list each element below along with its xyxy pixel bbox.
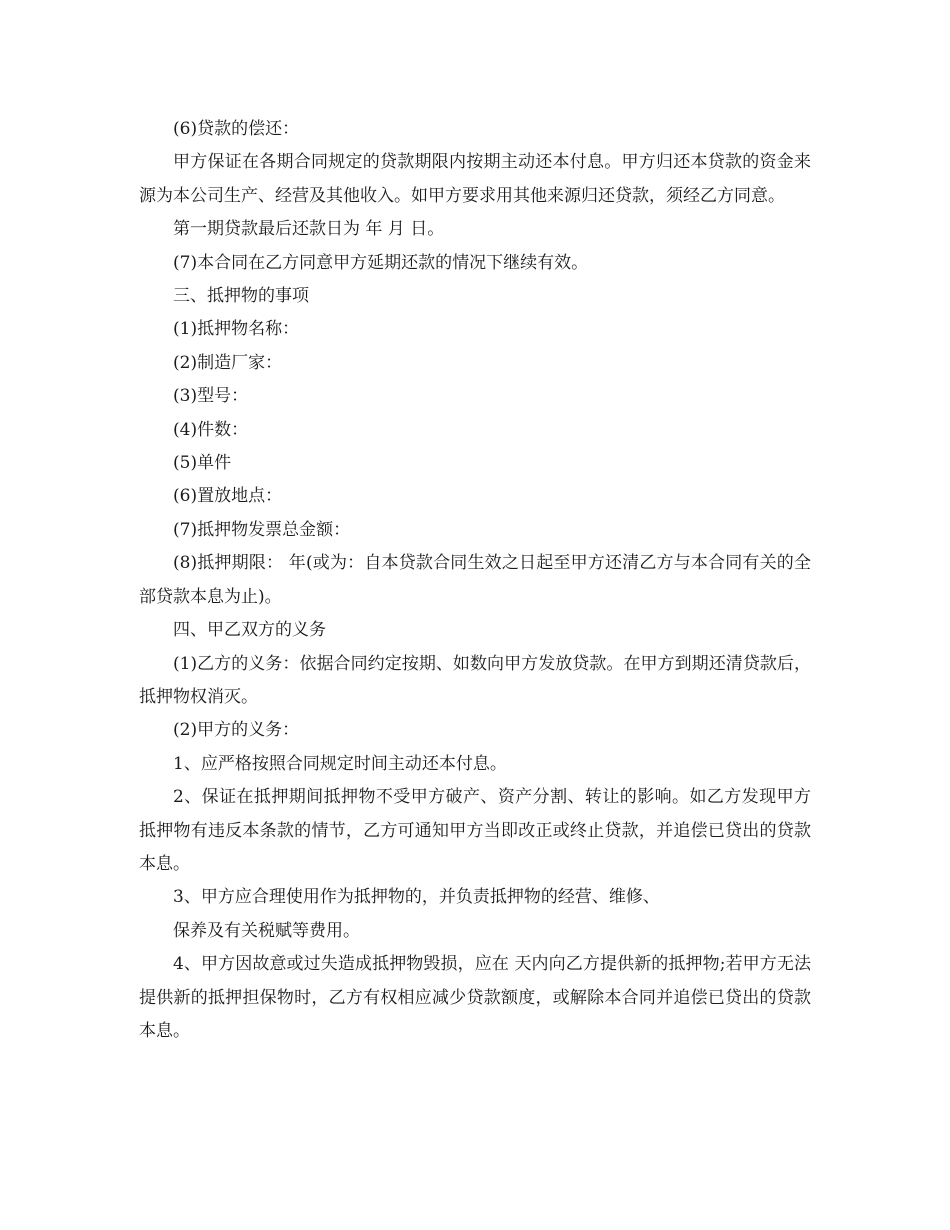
collateral-quantity: (4)件数： — [173, 419, 249, 440]
collateral-manufacturer: (2)制造厂家： — [173, 352, 283, 373]
paragraph-repayment-guarantee: 甲方保证在各期合同规定的贷款期限内按期主动还本付息。甲方归还本贷款的资金来源为本公司生产、经营及其他收入。如甲方要求用其他来源归还贷款，须经乙方同意。 — [139, 152, 811, 206]
obligation-party-a-heading: (2)甲方的义务： — [173, 720, 300, 741]
collateral-term: (8)抵押期限： 年(或为：自本贷款合同生效之日起至甲方还清乙方与本合同有关的全部贷款本息为止)。 — [139, 553, 811, 607]
collateral-location: (6)置放地点： — [173, 486, 283, 507]
paragraph-repayment-heading: (6)贷款的偿还： — [173, 119, 300, 139]
section-heading-obligations: 四、甲乙双方的义务 — [173, 620, 326, 641]
obligation-item-4: 4、甲方因故意或过失造成抵押物毁损，应在 天内向乙方提供新的抵押物;若甲方无法提供新的抵押担保物时，乙方有权相应减少贷款额度，或解除本合同并追偿已贷出的贷款本息。 — [139, 954, 811, 1041]
document-page — [139, 113, 811, 1048]
obligation-item-2: 2、保证在抵押期间抵押物不受甲方破产、资产分割、转让的影响。如乙方发现甲方抵押物有违反本条款的情节，乙方可通知甲方当即改正或终止贷款，并追偿已贷出的贷款本息。 — [139, 787, 811, 874]
collateral-invoice-total: (7)抵押物发票总金额： — [173, 519, 351, 540]
paragraph-extension-validity: (7)本合同在乙方同意甲方延期还款的情况下继续有效。 — [173, 252, 589, 273]
obligation-party-b: (1)乙方的义务：依据合同约定按期、如数向甲方发放贷款。在甲方到期还清贷款后，抵押物权消灭。 — [139, 653, 811, 707]
obligation-item-3-continued: 保养及有关税赋等费用。 — [173, 920, 360, 941]
collateral-model: (3)型号： — [173, 386, 249, 407]
obligation-item-3: 3、甲方应合理使用作为抵押物的，并负责抵押物的经营、维修、 — [173, 887, 660, 908]
collateral-name: (1)抵押物名称： — [173, 319, 300, 340]
obligation-item-1: 1、应严格按照合同规定时间主动还本付息。 — [173, 753, 507, 774]
collateral-unit: (5)单件 — [173, 453, 232, 474]
paragraph-first-repayment-date: 第一期贷款最后还款日为 年 月 日。 — [173, 219, 445, 240]
section-heading-collateral: 三、抵押物的事项 — [173, 286, 309, 307]
